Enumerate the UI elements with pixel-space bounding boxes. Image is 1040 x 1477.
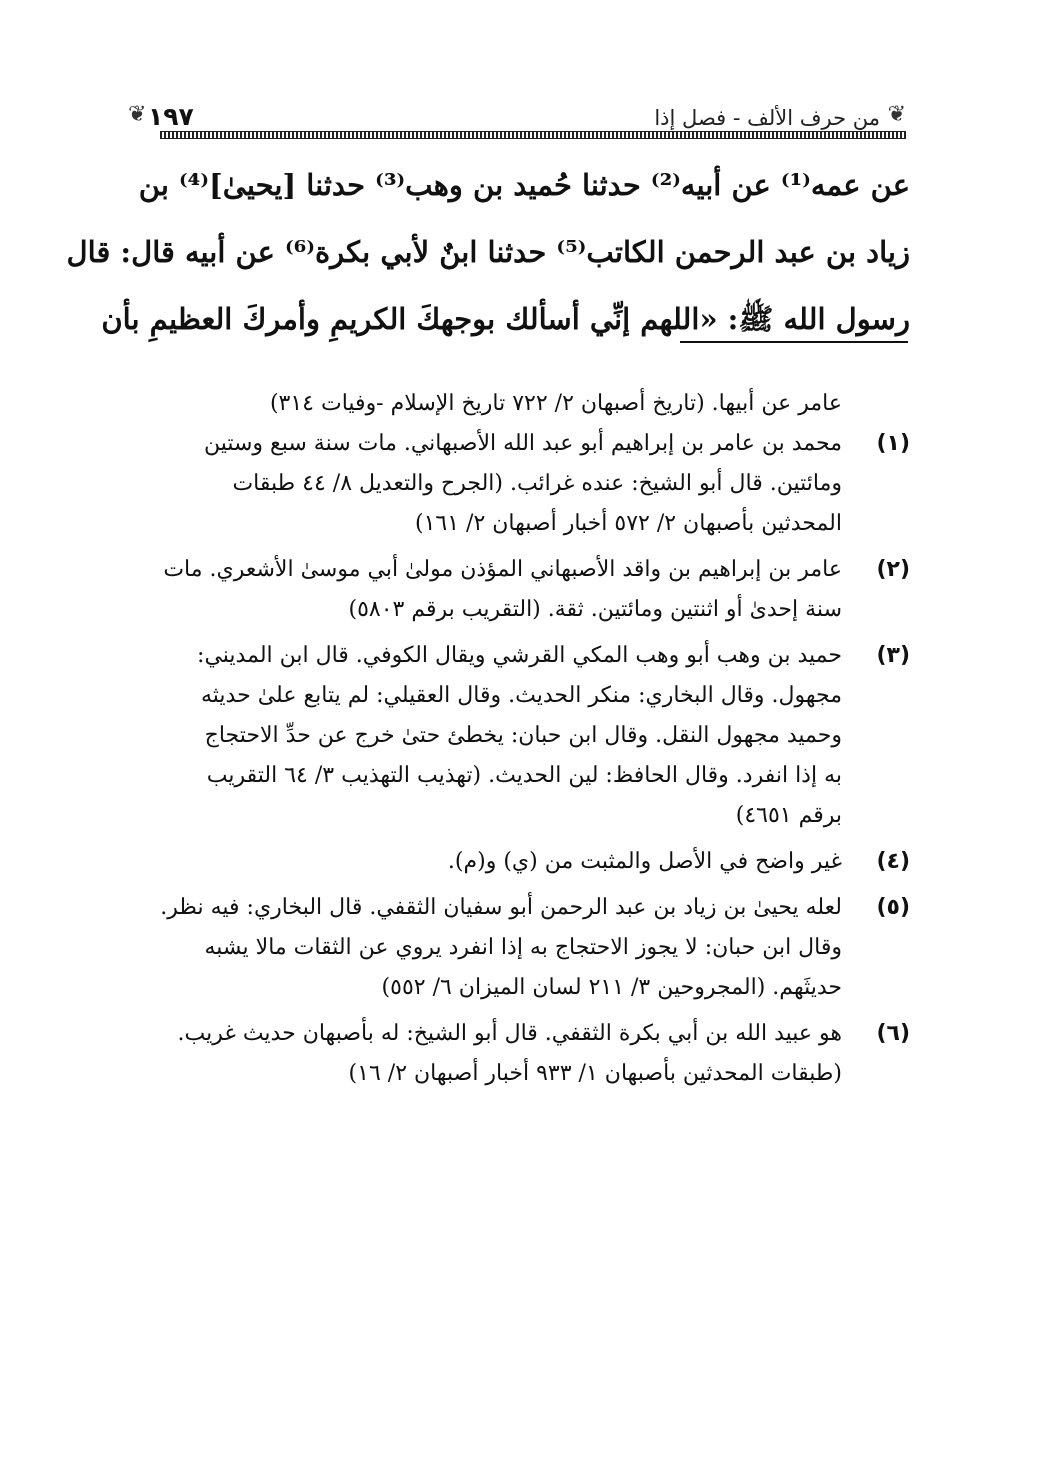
footnote bbox=[130, 842, 910, 882]
footnote-line: سنة إحدىٰ أو اثنتين ومائتين. ثقة. (التقريب برقم ٥٨٠٣) bbox=[348, 597, 842, 622]
footnote-line: محمد بن عامر بن إبراهيم أبو عبد الله الأصبهاني. مات سنة سبع وستين bbox=[203, 431, 842, 456]
footnote-line: ومائتين. قال أبو الشيخ: عنده غرائب. (الجرح والتعديل ٨/ ٤٤ طبقات bbox=[232, 471, 842, 496]
footnote bbox=[130, 888, 910, 1008]
footnote-line: لعله يحيىٰ بن زياد بن عبد الرحمن أبو سفيان الثقفي. قال البخاري: فيه نظر. bbox=[160, 895, 842, 920]
main-text-line: زياد بن عبد الرحمن الكاتب⁽⁵⁾ حدثنا ابنٌ لأبي بكرة⁽⁶⁾ عن أبيه قال: قال bbox=[66, 235, 910, 269]
running-header bbox=[128, 100, 910, 142]
footnote-line: غير واضح في الأصل والمثبت من (ي) و(م). bbox=[447, 849, 842, 874]
footnote-line: المحدثين بأصبهان ٢/ ٥٧٢ أخبار أصبهان ٢/ ١٦١) bbox=[415, 511, 842, 536]
footnote-line: وحميد مجهول النقل. وقال ابن حبان: يخطئ حتىٰ خرج عن حدِّ الاحتجاج bbox=[204, 723, 842, 748]
footnote-number: (٢) bbox=[876, 557, 910, 582]
footnote-separator bbox=[680, 341, 908, 343]
footnote-continuation: عامر عن أبيها. (تاريخ أصبهان ٢/ ٧٢٢ تاريخ الإسلام -وفيات ٣١٤) bbox=[269, 391, 842, 416]
main-text-line: رسول الله ﷺ: «اللهم إنِّي أسألك بوجهكَ الكريمِ وأمركَ العظيمِ بأن bbox=[101, 302, 910, 336]
footnote-line: به إذا انفرد. وقال الحافظ: لين الحديث. (تهذيب التهذيب ٣/ ٦٤ التقريب bbox=[206, 763, 842, 788]
chapter-title: من حرف الألف - فصل إذا bbox=[654, 106, 880, 130]
footnote bbox=[130, 424, 910, 544]
footnote-number: (٦) bbox=[876, 1021, 910, 1046]
footnote-line: مجهول. وقال البخاري: منكر الحديث. وقال العقيلي: لم يتابع علىٰ حديثه bbox=[201, 683, 842, 708]
footnote-number: (١) bbox=[876, 431, 910, 456]
footnote-number: (٥) bbox=[876, 895, 910, 920]
footnote-number: (٣) bbox=[876, 643, 910, 668]
page-number: ١٩٧ bbox=[148, 102, 194, 131]
footnote bbox=[130, 1014, 910, 1094]
footnote-line: حميد بن وهب أبو وهب المكي القرشي ويقال الكوفي. قال ابن المديني: bbox=[197, 643, 842, 668]
footnote-line: برقم ٤٦٥١) bbox=[735, 803, 842, 828]
main-text bbox=[66, 152, 910, 353]
footnote-line: حديثَهم. (المجروحين ٣/ ٢١١ لسان الميزان ٦/ ٥٥٢) bbox=[381, 975, 842, 1000]
footnote-line: وقال ابن حبان: لا يجوز الاحتجاج به إذا انفرد يروي عن الثقات مالا يشبه bbox=[204, 935, 842, 960]
footnotes bbox=[130, 384, 910, 1100]
footnote-number: (٤) bbox=[876, 849, 910, 874]
footnote-line: (طبقات المحدثين بأصبهان ١/ ٩٣٣ أخبار أصبهان ٢/ ١٦) bbox=[348, 1061, 842, 1086]
ornament-icon: ❦ bbox=[887, 102, 906, 127]
ornament-icon: ❦ bbox=[128, 102, 147, 127]
footnote bbox=[130, 636, 910, 836]
footnote-line: هو عبيد الله بن أبي بكرة الثقفي. قال أبو الشيخ: له بأصبهان حديث غريب. bbox=[177, 1021, 842, 1046]
footnote-line: عامر بن إبراهيم بن واقد الأصبهاني المؤذن مولىٰ أبي موسىٰ الأشعري. مات bbox=[163, 557, 842, 582]
main-text-line: عن عمه⁽¹⁾ عن أبيه⁽²⁾ حدثنا حُميد بن وهب⁽³⁾ حدثنا [يحيىٰ]⁽⁴⁾ بن bbox=[138, 168, 910, 202]
decorative-border bbox=[160, 131, 906, 139]
footnote bbox=[130, 550, 910, 630]
